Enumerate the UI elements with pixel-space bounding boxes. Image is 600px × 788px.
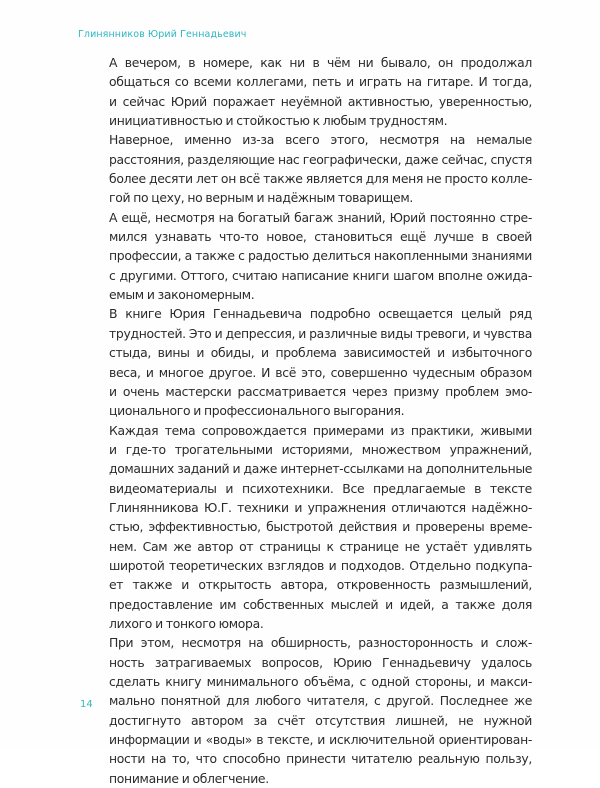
text-line: информации и «воды» в тексте, и исключительной ориентирован-	[109, 732, 532, 748]
text-line: ности на то, что способно принести читателю реальную пользу,	[109, 751, 532, 767]
text-line: более десяти лет он всё также является для меня не просто колле-	[109, 171, 532, 187]
text-line: достигнуто автором за счёт отсутствия лишней, не нужной	[109, 712, 532, 728]
text-line: стью, эффективностью, быстротой действия и проверены време-	[109, 519, 532, 535]
body-text	[109, 53, 532, 788]
text-line: сделать книгу минимального объёма, с одной стороны, и макси-	[109, 674, 532, 689]
text-line: веса, и многое другое. И всё это, совершенно чудесным образом	[109, 364, 532, 380]
text-line: домашних заданий и даже интернет-ссылками на дополнительные	[109, 461, 532, 477]
text-line: мально понятной для любого читателя, с другой. Последнее же	[109, 693, 532, 709]
text-line: При этом, несмотря на обширность, разносторонность и слож-	[109, 635, 532, 651]
text-line: инициативностью и стойкостью к любым трудностям.	[109, 113, 448, 129]
text-line: и сейчас Юрий поражает неуёмной активностью, уверенностью,	[109, 93, 532, 109]
text-line: с другими. Оттого, считаю написание книги шагом вполне ожида-	[109, 267, 532, 283]
text-line: общаться со всеми коллегами, петь и играть на гитаре. И тогда,	[109, 74, 532, 90]
text-line: ет также и открытость автора, откровенность размышлений,	[109, 577, 532, 593]
running-header: Глинянников Юрий Геннадьевич	[78, 29, 247, 40]
text-line: лихого и тонкого юмора.	[109, 615, 264, 631]
text-line: емым и закономерным.	[109, 287, 255, 303]
text-line: и очень мастерски рассматривается через призму проблем эмо-	[109, 383, 532, 399]
text-line: Наверное, именно из-за всего этого, несмотря на немалые	[109, 132, 532, 148]
text-line: мился узнавать что-то новое, становиться ещё лучше в своей	[109, 229, 532, 245]
text-line: нем. Сам же автор от страницы к странице не устаёт удивлять	[109, 538, 532, 554]
text-line: предоставление им собственных мыслей и идей, а также доля	[109, 596, 532, 612]
text-line: Каждая тема сопровождается примерами из практики, живыми	[109, 422, 532, 438]
page-number: 14	[80, 699, 93, 710]
text-line: В книге Юрия Геннадьевича подробно освещается целый ряд	[109, 306, 532, 322]
text-line: видеоматериалы и психотехники. Все предлагаемые в тексте	[109, 480, 532, 496]
text-line: широтой теоретических взглядов и подходов. Отдельно подкупа-	[109, 557, 532, 573]
text-line: А ещё, несмотря на богатый багаж знаний, Юрий постоянно стре-	[109, 209, 532, 225]
text-line: трудностей. Это и депрессия, и различные виды тревоги, и чувства	[109, 325, 532, 341]
text-line: гой по цеху, но верным и надёжным товарищем.	[109, 190, 414, 206]
text-line: Глинянникова Ю.Г. техники и упражнения отличаются надёжно-	[109, 499, 532, 515]
text-line: понимание и облегчение.	[109, 770, 269, 786]
text-line: ность затрагиваемых вопросов, Юрию Геннадьевичу удалось	[109, 654, 532, 670]
text-line: А вечером, в номере, как ни в чём ни бывало, он продолжал	[109, 55, 532, 70]
text-line: расстояния, разделяющие нас географически, даже сейчас, спустя	[109, 151, 532, 167]
text-line: ционального и профессионального выгорания.	[109, 403, 405, 419]
text-line: профессии, а также с радостью делиться накопленными знаниями	[109, 248, 532, 264]
text-line: стыда, вины и обиды, и проблема зависимостей и избыточного	[109, 345, 532, 361]
text-line: и где-то трогательными историями, множеством упражнений,	[109, 441, 532, 457]
